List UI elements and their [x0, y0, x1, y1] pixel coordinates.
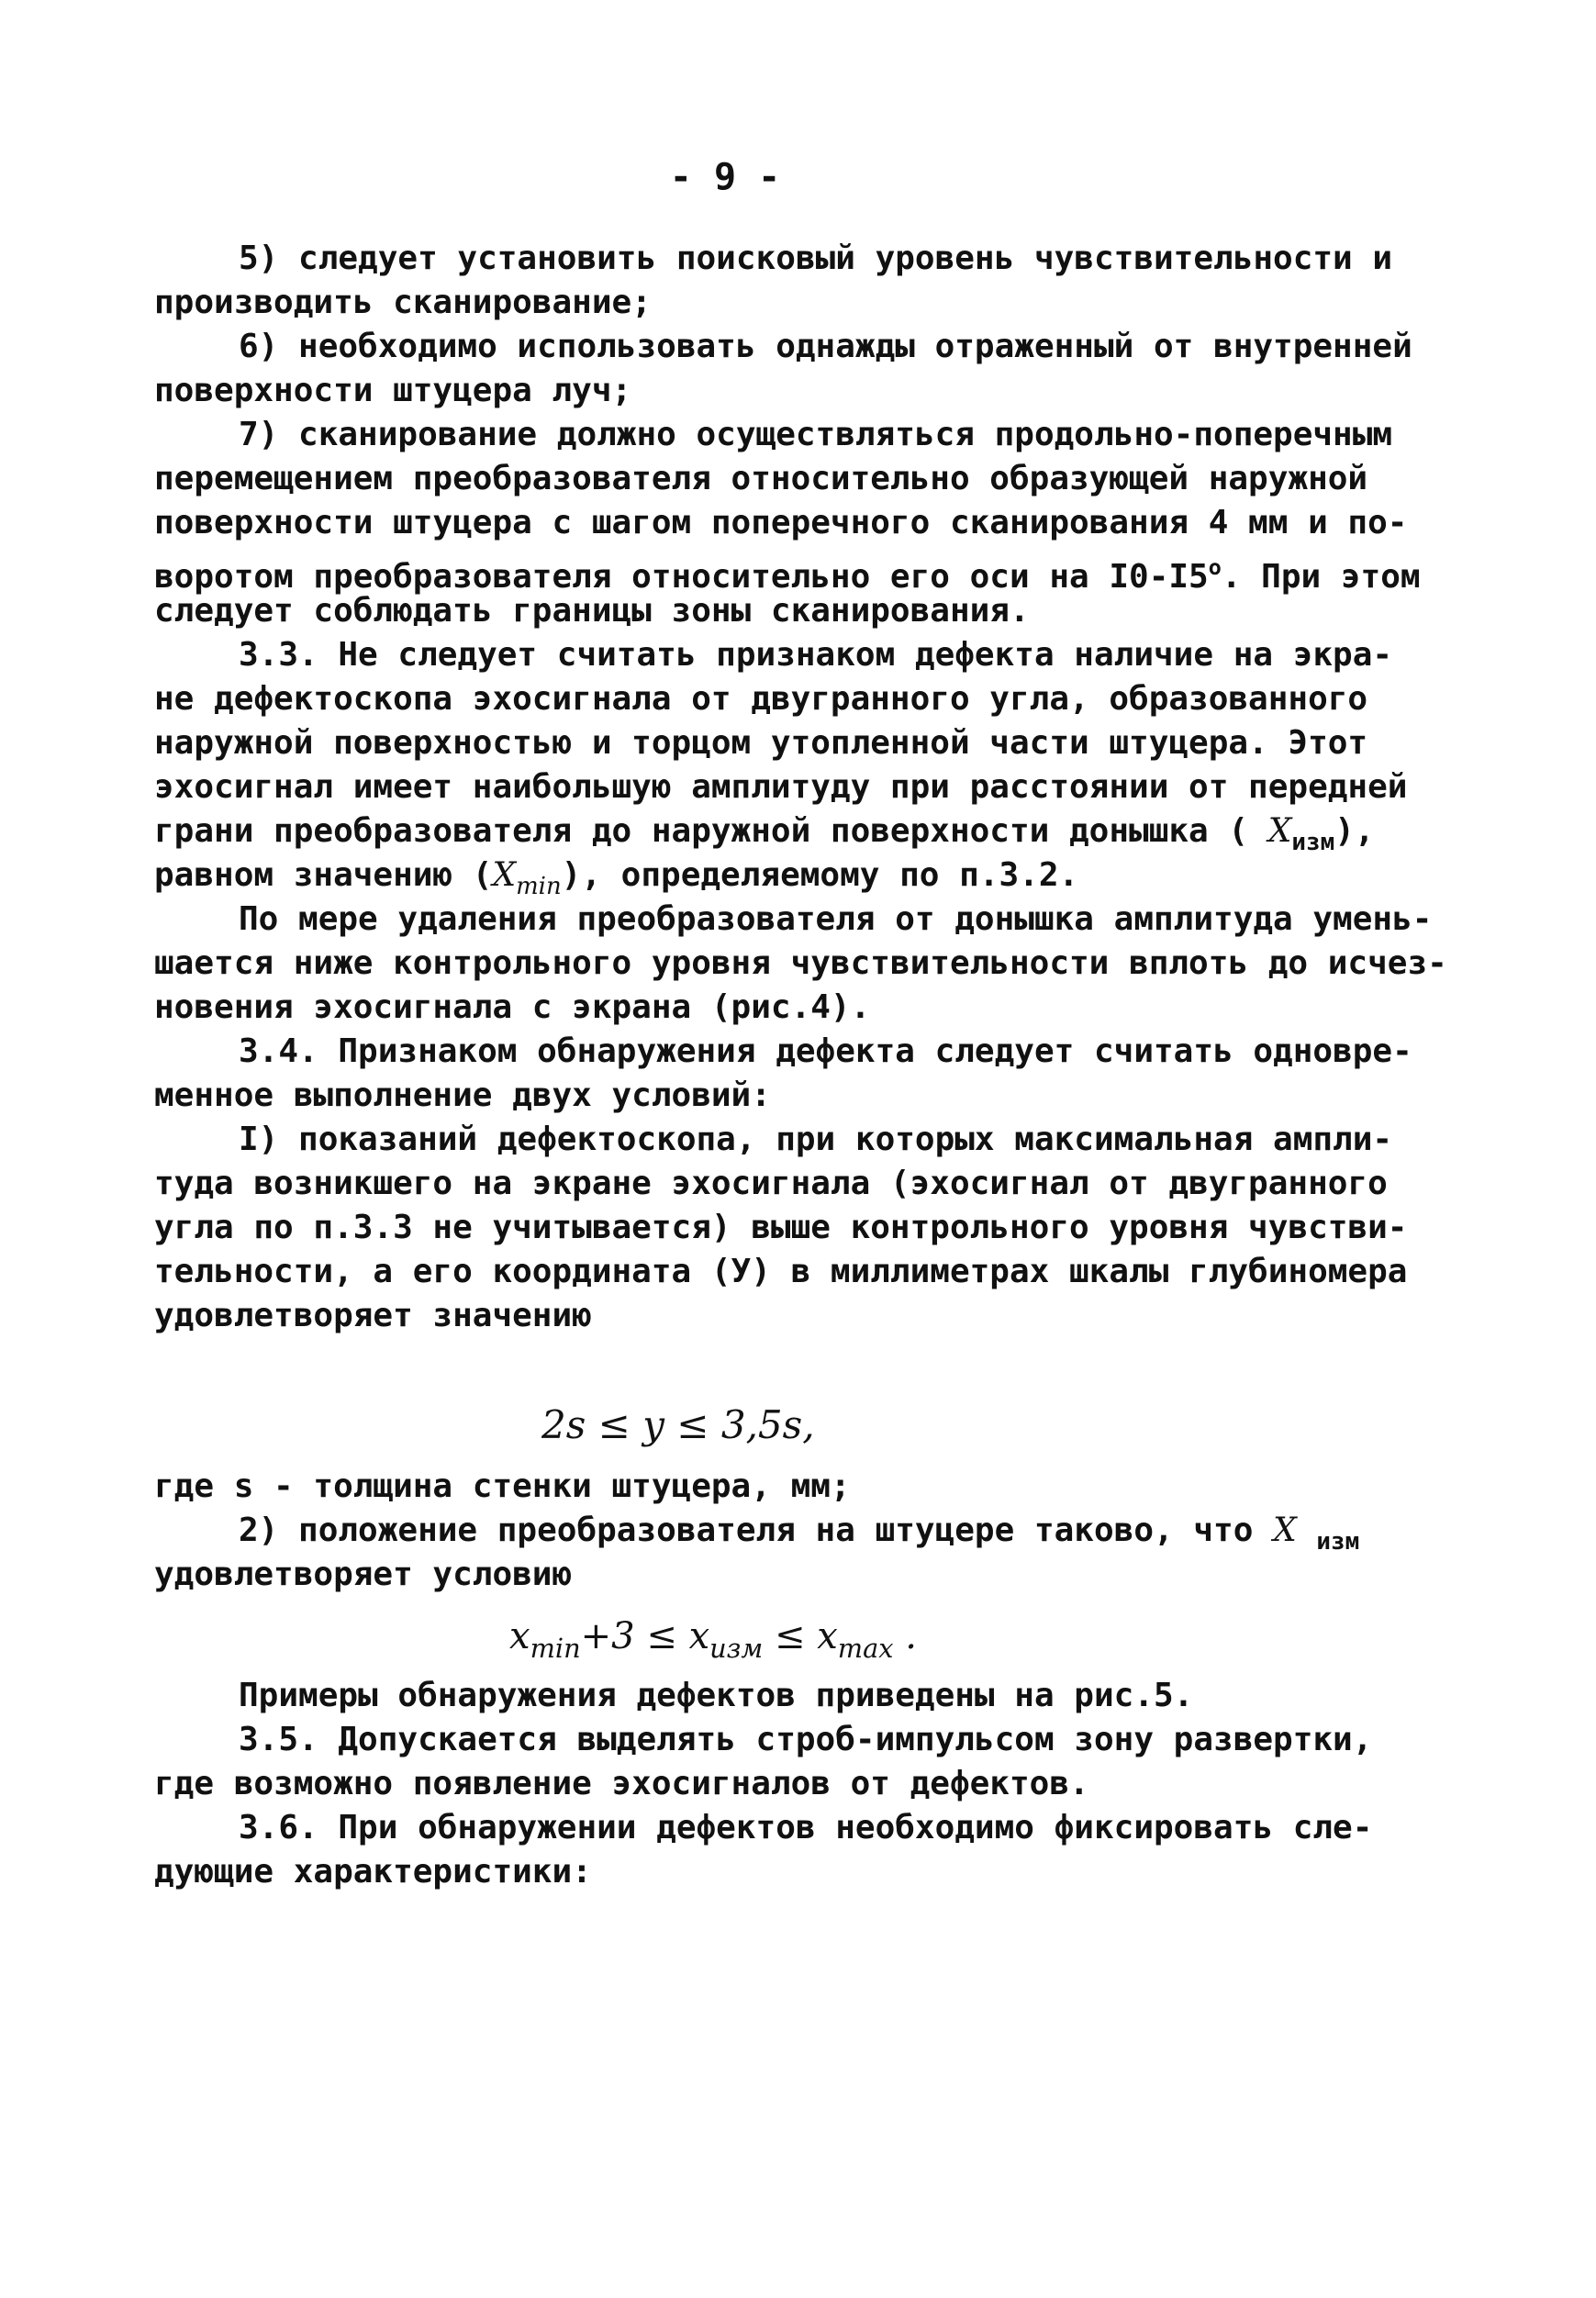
- text-line-with-x-izm: [154, 812, 1375, 861]
- text-line: 7) сканирование должно осуществляться продольно-поперечным: [239, 416, 1393, 453]
- text-fragment: . При этом: [1221, 558, 1421, 597]
- text-line: 6) необходимо использовать однажды отраженный от внутренней: [239, 328, 1412, 365]
- text-line: 3.4. Признаком обнаружения дефекта следует считать одновре-: [239, 1032, 1412, 1070]
- formula-term: x: [688, 1615, 710, 1657]
- text-line: производить сканирование;: [154, 284, 652, 321]
- formula-term: +3: [580, 1615, 635, 1657]
- formula-term: 2s: [541, 1402, 586, 1447]
- formula-punct: ,: [802, 1402, 815, 1447]
- text-line: 2) положение преобразователя на штуцере таково, что: [239, 1512, 1254, 1549]
- text-line: менное выполнение двух условий:: [154, 1076, 771, 1114]
- formula-punct: .: [905, 1615, 917, 1657]
- subscript-min: min: [516, 873, 562, 901]
- text-line: 5) следует установить поисковый уровень чувствительности и: [239, 240, 1393, 277]
- text-line: Примеры обнаружения дефектов приведены на рис.5.: [239, 1677, 1194, 1714]
- text-line: угла по п.3.3 не учитывается) выше контрольного уровня чувстви-: [154, 1209, 1408, 1246]
- text-line: эхосигнал имеет наибольшую амплитуду при расстоянии от передней: [154, 768, 1408, 806]
- text-line: перемещением преобразователя относительно образующей наружной: [154, 460, 1368, 497]
- formula-subscript: изм: [709, 1633, 764, 1665]
- text-line: новения эхосигнала с экрана (рис.4).: [154, 988, 871, 1026]
- formula-operator: ≤: [774, 1615, 806, 1657]
- text-line: следует соблюдать границы зоны сканирования.: [154, 592, 1030, 630]
- text-line: По мере удаления преобразователя от донышка амплитуда умень-: [239, 900, 1433, 938]
- text-line: дующие характеристики:: [154, 1853, 592, 1891]
- text-line-with-degree: [154, 549, 1421, 597]
- formula-term: x: [817, 1615, 838, 1657]
- text-line: 3.6. При обнаружении дефектов необходимо фиксировать сле-: [239, 1809, 1373, 1846]
- page-number: - 9 -: [669, 156, 781, 198]
- text-fragment: ),: [1334, 812, 1375, 850]
- text-line: туда возникшего на экране эхосигнала (эхосигнал от двугранного: [154, 1165, 1388, 1202]
- subscript-izm: изм: [1316, 1528, 1360, 1556]
- text-line: наружной поверхностью и торцом утопленной части штуцера. Этот: [154, 724, 1368, 762]
- formula-operator: ≤: [646, 1615, 677, 1657]
- formula-subscript: max: [837, 1633, 894, 1665]
- formula-term: 3,5s: [720, 1402, 803, 1447]
- text-line: удовлетворяет условию: [154, 1556, 573, 1593]
- text-line-with-x-izm: [239, 1512, 1432, 1560]
- text-line: грани преобразователя до наружной поверхности донышка (: [154, 812, 1249, 850]
- text-line: поверхности штуцера с шагом поперечного сканирования 4 мм и по-: [154, 504, 1408, 541]
- formula-thickness-condition: [541, 1402, 815, 1447]
- text-fragment: ), определяемому по п.3.2.: [561, 856, 1079, 894]
- text-line: равном значению (: [154, 856, 493, 894]
- subscript-izm: изм: [1291, 829, 1335, 857]
- text-line: поверхности штуцера луч;: [154, 372, 632, 409]
- degree-sign: o: [1208, 554, 1222, 580]
- symbol-x: X: [1267, 812, 1292, 850]
- text-line: где возможно появление эхосигналов от дефектов.: [154, 1765, 1089, 1802]
- text-line: не дефектоскопа эхосигнала от двугранного угла, образованного: [154, 680, 1368, 718]
- text-line-with-x-min: [154, 857, 1347, 905]
- text-line: тельности, а его координата (У) в миллиметрах шкалы глубиномера: [154, 1253, 1408, 1290]
- text-line: где s - толщина стенки штуцера, мм;: [154, 1467, 851, 1505]
- text-line: шается ниже контрольного уровня чувствительности вплоть до исчез-: [154, 944, 1447, 982]
- formula-operator: ≤: [597, 1402, 631, 1447]
- symbol-x: X: [492, 856, 517, 894]
- text-line: 3.5. Допускается выделять строб-импульсом зону развертки,: [239, 1721, 1373, 1758]
- symbol-x: X: [1273, 1512, 1297, 1549]
- formula-operator: ≤: [676, 1402, 709, 1447]
- formula-term: y: [642, 1402, 664, 1447]
- formula-term: x: [509, 1615, 530, 1657]
- text-line: воротом преобразователя относительно его оси на I0-I5: [154, 558, 1209, 597]
- formula-subscript: min: [530, 1633, 581, 1665]
- formula-position-condition: [509, 1615, 917, 1664]
- text-line: I) показаний дефектоскопа, при которых максимальная ампли-: [239, 1121, 1393, 1158]
- text-line: 3.3. Не следует считать признаком дефекта наличие на экра-: [239, 636, 1393, 674]
- text-line: удовлетворяет значению: [154, 1297, 592, 1334]
